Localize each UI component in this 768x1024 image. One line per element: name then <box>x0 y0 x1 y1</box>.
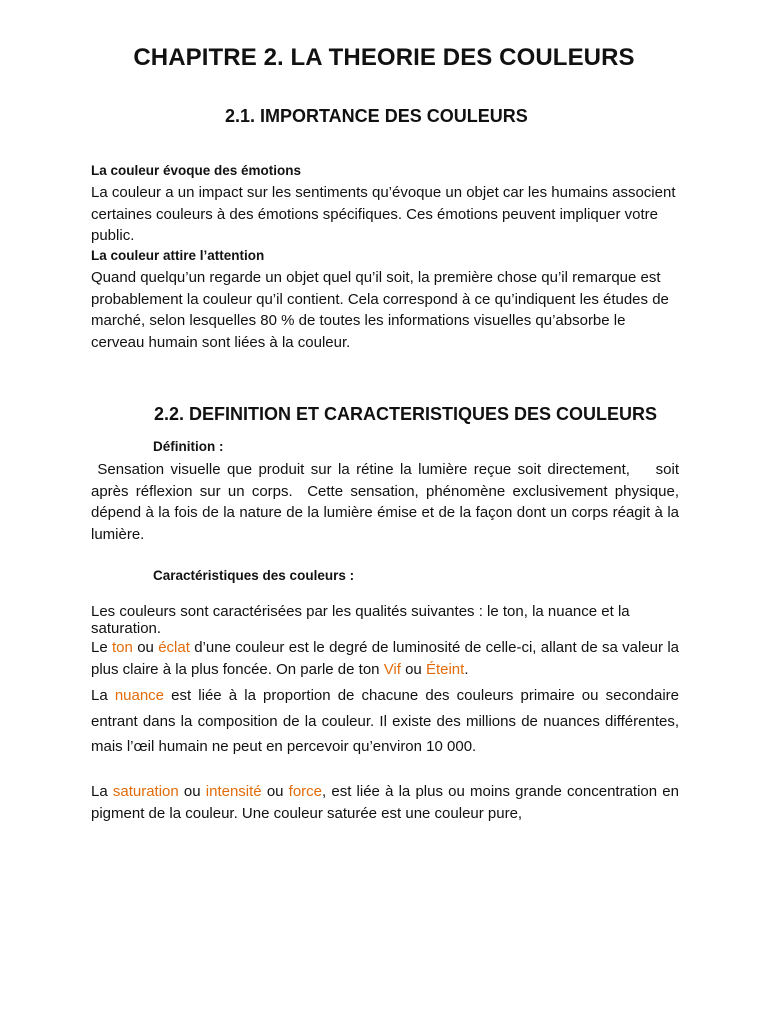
paragraph-attention: Quand quelqu’un regarde un objet quel qu’il soit, la première chose qu’il remarque est probablement la couleur qu’il contient. Cela correspond à ce qu’indiquent les études de marché, selon lesquelles 80 % de toutes les informations visuelles qu’absorbe le cerveau humain sont liées à la couleur. <box>91 269 669 351</box>
keyword-force: force <box>288 783 323 800</box>
subheading-attention: La couleur attire l’attention <box>91 248 265 263</box>
saturation-text-4: , est liée à la plus ou moins grande concentration en pigment de la couleur. Une couleur saturée est une couleur pure, <box>91 783 679 822</box>
ton-text-4: ou <box>400 660 426 678</box>
subheading-definition: Définition : <box>153 439 224 454</box>
saturation-text-1: La <box>91 783 113 800</box>
paragraph-intro: Les couleurs sont caractérisées par les qualités suivantes : le ton, la nuance et la saturation. <box>91 603 630 637</box>
section-2-title: 2.2. DEFINITION ET CARACTERISTIQUES DES COULEURS <box>154 404 658 424</box>
keyword-eclat: éclat <box>158 639 190 656</box>
paragraph-saturation <box>91 781 679 825</box>
saturation-text-3: ou <box>261 783 289 800</box>
ton-text-2: ou <box>132 639 159 656</box>
keyword-vif: Vif <box>383 660 401 678</box>
keyword-intensite: intensité <box>205 783 262 800</box>
nuance-text-1: La <box>91 687 115 704</box>
paragraph-emotions: La couleur a un impact sur les sentiments qu’évoque un objet car les humains associent certaines couleurs à des émotions spécifiques. Ces émotions peuvent impliquer votre public. <box>91 184 676 245</box>
ton-text-5: . <box>464 660 469 678</box>
paragraph-nuance <box>91 683 679 760</box>
chapter-title: CHAPITRE 2. LA THEORIE DES COULEURS <box>133 44 635 71</box>
paragraph-definition: Sensation visuelle que produit sur la rétine la lumière reçue soit directement, soit après réflexion sur un corps. Cette sensation, phénomène exclusivement physique, dépend à la fois de la nature de la lumière émise et de la façon dont un corps réagit à la lumière. <box>91 461 684 543</box>
ton-text-1: Le <box>91 639 113 656</box>
keyword-saturation: saturation <box>112 783 179 800</box>
paragraph-ton <box>91 637 679 680</box>
keyword-eteint: Éteint <box>425 660 465 678</box>
keyword-ton: ton <box>112 639 133 656</box>
section-1-title: 2.1. IMPORTANCE DES COULEURS <box>225 106 528 126</box>
keyword-nuance: nuance <box>114 687 165 704</box>
nuance-text-2: est liée à la proportion de chacune des couleurs primaire ou secondaire entrant dans la composition de la couleur. Il existe des millions de nuances différentes, mais l’œil humain ne peut en percevoir qu’environ 10 000. <box>91 687 679 755</box>
subheading-emotions: La couleur évoque des émotions <box>91 163 302 178</box>
ton-text-3: d’une couleur est le degré de luminosité de celle-ci, allant de sa valeur la plus claire à la plus foncée. On parle de ton <box>91 639 679 678</box>
saturation-text-2: ou <box>178 783 206 800</box>
subheading-characteristics: Caractéristiques des couleurs : <box>153 568 355 583</box>
